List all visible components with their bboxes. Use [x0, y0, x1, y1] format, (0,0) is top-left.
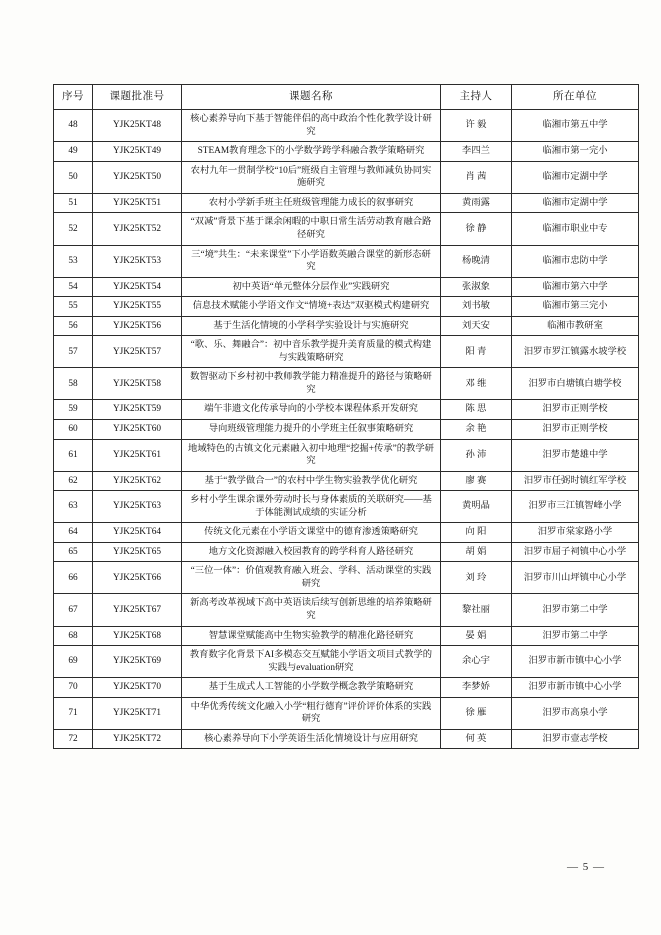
project-approval-table: [53, 84, 639, 749]
table-row: [54, 491, 639, 523]
cell-unit: 临湘市教研室: [512, 316, 639, 336]
cell-title: 初中英语“单元整体分层作业”实践研究: [182, 277, 441, 297]
cell-title: 传统文化元素在小学语文课堂中的德育渗透策略研究: [182, 523, 441, 543]
table-row: [54, 161, 639, 193]
table-row: [54, 471, 639, 491]
cell-title: “三位一体”：价值观教育融入班会、学科、活动课堂的实践研究: [182, 562, 441, 594]
cell-leader: 黄雨露: [441, 193, 512, 213]
table-row: [54, 420, 639, 440]
cell-no: 65: [54, 542, 93, 562]
cell-no: 72: [54, 729, 93, 749]
cell-code: YJK25KT63: [93, 491, 182, 523]
cell-code: YJK25KT55: [93, 297, 182, 317]
cell-unit: 汨罗市川山坪镇中心小学: [512, 562, 639, 594]
cell-unit: 临湘市第三完小: [512, 297, 639, 317]
cell-leader: 黎社丽: [441, 594, 512, 626]
cell-title: 地方文化资源融入校园教育的跨学科育人路径研究: [182, 542, 441, 562]
table-row: [54, 646, 639, 678]
table-row: [54, 297, 639, 317]
cell-leader: 廖 赛: [441, 471, 512, 491]
cell-title: 端午非遗文化传承导向的小学校本课程体系开发研究: [182, 400, 441, 420]
cell-no: 56: [54, 316, 93, 336]
cell-unit: 汨罗市第二中学: [512, 594, 639, 626]
cell-no: 50: [54, 161, 93, 193]
cell-code: YJK25KT50: [93, 161, 182, 193]
cell-leader: 向 阳: [441, 523, 512, 543]
cell-code: YJK25KT61: [93, 439, 182, 471]
cell-code: YJK25KT52: [93, 213, 182, 245]
cell-title: 智慧课堂赋能高中生物实验教学的精准化路径研究: [182, 626, 441, 646]
cell-code: YJK25KT49: [93, 142, 182, 162]
cell-no: 60: [54, 420, 93, 440]
table-row: [54, 439, 639, 471]
table-row: [54, 697, 639, 729]
cell-unit: 汨罗市新市镇中心小学: [512, 646, 639, 678]
cell-no: 55: [54, 297, 93, 317]
cell-title: 数智驱动下乡村初中教师教学能力精准提升的路径与策略研究: [182, 368, 441, 400]
page-number: — 5 —: [567, 861, 605, 873]
table-row: [54, 110, 639, 142]
cell-title: 基于“教学做合一”的农村中学生物实验教学优化研究: [182, 471, 441, 491]
table-header-row: [54, 85, 639, 110]
cell-leader: 张淑象: [441, 277, 512, 297]
cell-code: YJK25KT70: [93, 678, 182, 698]
cell-unit: 汨罗市第二中学: [512, 626, 639, 646]
cell-leader: 李四兰: [441, 142, 512, 162]
cell-leader: 阳 青: [441, 336, 512, 368]
column-header-code: 课题批准号: [93, 85, 182, 110]
cell-no: 70: [54, 678, 93, 698]
cell-title: “双减”背景下基于课余闲暇的中职日常生活劳动教育融合路径研究: [182, 213, 441, 245]
cell-code: YJK25KT58: [93, 368, 182, 400]
cell-unit: 汨罗市三江镇智峰小学: [512, 491, 639, 523]
cell-no: 66: [54, 562, 93, 594]
cell-code: YJK25KT54: [93, 277, 182, 297]
cell-no: 48: [54, 110, 93, 142]
cell-no: 58: [54, 368, 93, 400]
cell-code: YJK25KT57: [93, 336, 182, 368]
cell-unit: 汨罗市棠家路小学: [512, 523, 639, 543]
table-row: [54, 594, 639, 626]
table-row: [54, 316, 639, 336]
table-row: [54, 400, 639, 420]
cell-code: YJK25KT64: [93, 523, 182, 543]
cell-unit: 临湘市定湖中学: [512, 161, 639, 193]
cell-leader: 邓 维: [441, 368, 512, 400]
cell-code: YJK25KT62: [93, 471, 182, 491]
table-row: [54, 368, 639, 400]
cell-unit: 汨罗市正则学校: [512, 420, 639, 440]
cell-leader: 胡 娟: [441, 542, 512, 562]
cell-unit: 汨罗市正则学校: [512, 400, 639, 420]
cell-no: 51: [54, 193, 93, 213]
cell-title: 教育数字化背景下AI多模态交互赋能小学语文项目式教学的实践与evaluation研究: [182, 646, 441, 678]
cell-unit: 临湘市职业中专: [512, 213, 639, 245]
cell-unit: 汨罗市壹志学校: [512, 729, 639, 749]
cell-title: 导向班级管理能力提升的小学班主任叙事策略研究: [182, 420, 441, 440]
cell-no: 68: [54, 626, 93, 646]
table-body: [54, 110, 639, 749]
cell-unit: 临湘市第一完小: [512, 142, 639, 162]
table-row: [54, 277, 639, 297]
cell-code: YJK25KT72: [93, 729, 182, 749]
cell-code: YJK25KT66: [93, 562, 182, 594]
cell-leader: 李梦娇: [441, 678, 512, 698]
cell-leader: 刘 玲: [441, 562, 512, 594]
cell-unit: 汨罗市任弼时镇红军学校: [512, 471, 639, 491]
cell-code: YJK25KT53: [93, 245, 182, 277]
cell-leader: 黄明晶: [441, 491, 512, 523]
cell-leader: 徐 静: [441, 213, 512, 245]
cell-leader: 许 毅: [441, 110, 512, 142]
column-header-title: 课题名称: [182, 85, 441, 110]
cell-code: YJK25KT71: [93, 697, 182, 729]
cell-leader: 肖 茜: [441, 161, 512, 193]
cell-code: YJK25KT65: [93, 542, 182, 562]
cell-unit: 临湘市第六中学: [512, 277, 639, 297]
cell-no: 61: [54, 439, 93, 471]
table-row: [54, 142, 639, 162]
cell-no: 63: [54, 491, 93, 523]
cell-title: 三“境”共生：“未来课堂”下小学语数英融合课堂的新形态研究: [182, 245, 441, 277]
cell-no: 69: [54, 646, 93, 678]
cell-title: 农村九年一贯制学校“10后”班级自主管理与教师减负协同实施研究: [182, 161, 441, 193]
cell-code: YJK25KT68: [93, 626, 182, 646]
cell-leader: 余 艳: [441, 420, 512, 440]
cell-title: 信息技术赋能小学语文作文“情境+表达”双驱模式构建研究: [182, 297, 441, 317]
table-row: [54, 542, 639, 562]
cell-leader: 何 英: [441, 729, 512, 749]
cell-unit: 汨罗市罗江镇露水坡学校: [512, 336, 639, 368]
cell-title: 新高考改革视域下高中英语读后续写创新思维的培养策略研究: [182, 594, 441, 626]
cell-title: 农村小学新手班主任班级管理能力成长的叙事研究: [182, 193, 441, 213]
cell-title: 基于生成式人工智能的小学数学概念教学策略研究: [182, 678, 441, 698]
cell-no: 53: [54, 245, 93, 277]
cell-title: 核心素养导向下基于智能伴侣的高中政治个性化教学设计研究: [182, 110, 441, 142]
cell-no: 57: [54, 336, 93, 368]
cell-unit: 汨罗市高泉小学: [512, 697, 639, 729]
table-row: [54, 562, 639, 594]
cell-code: YJK25KT59: [93, 400, 182, 420]
cell-code: YJK25KT60: [93, 420, 182, 440]
cell-leader: 杨晚清: [441, 245, 512, 277]
table-row: [54, 729, 639, 749]
cell-leader: 陈 思: [441, 400, 512, 420]
cell-leader: 晏 娟: [441, 626, 512, 646]
table-row: [54, 336, 639, 368]
cell-leader: 徐 雁: [441, 697, 512, 729]
table-header: [54, 85, 639, 110]
cell-title: 中华优秀传统文化融入小学“粗行德育”评价评价体系的实践研究: [182, 697, 441, 729]
cell-title: “歌、乐、舞融合”：初中音乐教学提升美育质量的模式构建与实践策略研究: [182, 336, 441, 368]
cell-unit: 汨罗市楚雄中学: [512, 439, 639, 471]
cell-leader: 刘书敏: [441, 297, 512, 317]
cell-no: 67: [54, 594, 93, 626]
cell-unit: 汨罗市屈子祠镇中心小学: [512, 542, 639, 562]
cell-leader: 刘天安: [441, 316, 512, 336]
cell-title: 地域特色的古镇文化元素融入初中地理“挖掘+传承”的教学研究: [182, 439, 441, 471]
cell-title: 核心素养导向下小学英语生活化情境设计与应用研究: [182, 729, 441, 749]
cell-leader: 孙 沛: [441, 439, 512, 471]
cell-unit: 汨罗市新市镇中心小学: [512, 678, 639, 698]
cell-no: 49: [54, 142, 93, 162]
table-row: [54, 523, 639, 543]
cell-no: 64: [54, 523, 93, 543]
cell-code: YJK25KT67: [93, 594, 182, 626]
table-row: [54, 213, 639, 245]
cell-no: 62: [54, 471, 93, 491]
cell-no: 71: [54, 697, 93, 729]
cell-no: 54: [54, 277, 93, 297]
table-row: [54, 626, 639, 646]
cell-code: YJK25KT69: [93, 646, 182, 678]
cell-unit: 临湘市定湖中学: [512, 193, 639, 213]
project-table-container: [53, 84, 627, 749]
table-row: [54, 245, 639, 277]
cell-unit: 汨罗市白塘镇白塘学校: [512, 368, 639, 400]
table-row: [54, 678, 639, 698]
cell-code: YJK25KT48: [93, 110, 182, 142]
column-header-unit: 所在单位: [512, 85, 639, 110]
cell-code: YJK25KT56: [93, 316, 182, 336]
cell-title: 基于生活化情境的小学科学实验设计与实施研究: [182, 316, 441, 336]
column-header-no: 序号: [54, 85, 93, 110]
cell-unit: 临湘市忠防中学: [512, 245, 639, 277]
column-header-leader: 主持人: [441, 85, 512, 110]
cell-unit: 临湘市第五中学: [512, 110, 639, 142]
cell-title: 乡村小学生课余课外劳动时长与身体素质的关联研究——基于体能测试成绩的实证分析: [182, 491, 441, 523]
cell-code: YJK25KT51: [93, 193, 182, 213]
table-row: [54, 193, 639, 213]
cell-no: 52: [54, 213, 93, 245]
cell-title: STEAM教育理念下的小学数学跨学科融合教学策略研究: [182, 142, 441, 162]
cell-no: 59: [54, 400, 93, 420]
cell-leader: 余心宇: [441, 646, 512, 678]
